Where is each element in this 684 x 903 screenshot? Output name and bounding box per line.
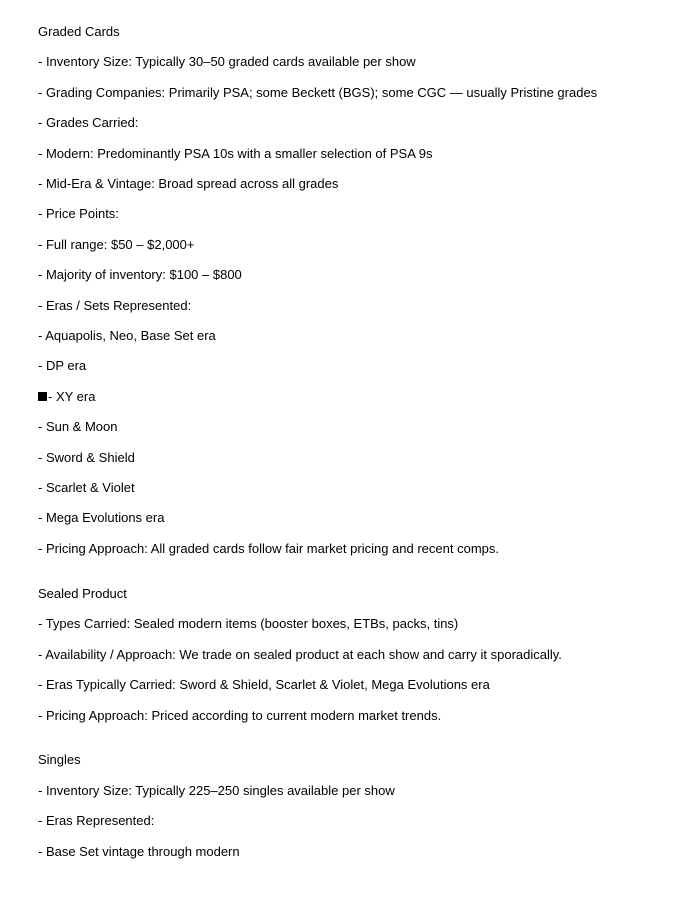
list-item: - Grading Companies: Primarily PSA; some Beckett (BGS); some CGC — usually Pristine grades xyxy=(38,85,598,100)
list-item: - Grades Carried: xyxy=(38,115,139,130)
list-item: - Eras Typically Carried: Sword & Shield, Scarlet & Violet, Mega Evolutions era xyxy=(38,677,490,692)
list-item-text: - XY era xyxy=(48,389,96,404)
list-item: - Mid-Era & Vintage: Broad spread across all grades xyxy=(38,176,339,191)
list-item xyxy=(38,389,95,405)
list-item: - Availability / Approach: We trade on sealed product at each show and carry it sporadically. xyxy=(38,647,562,662)
list-item: - Price Points: xyxy=(38,206,119,221)
list-item: - Sun & Moon xyxy=(38,419,118,434)
list-item: - DP era xyxy=(38,358,87,373)
list-item: - Inventory Size: Typically 30–50 graded cards available per show xyxy=(38,54,416,69)
list-item: - Pricing Approach: All graded cards follow fair market pricing and recent comps. xyxy=(38,541,499,556)
list-item: - Eras / Sets Represented: xyxy=(38,298,192,313)
list-item: - Types Carried: Sealed modern items (booster boxes, ETBs, packs, tins) xyxy=(38,616,459,631)
list-item: - Modern: Predominantly PSA 10s with a smaller selection of PSA 9s xyxy=(38,146,433,161)
section-heading-singles: Singles xyxy=(38,752,81,767)
list-item: - Sword & Shield xyxy=(38,450,135,465)
list-item: - Base Set vintage through modern xyxy=(38,844,240,859)
section-heading-graded-cards: Graded Cards xyxy=(38,24,120,39)
list-item: - Scarlet & Violet xyxy=(38,480,135,495)
list-item: - Aquapolis, Neo, Base Set era xyxy=(38,328,216,343)
list-item: - Inventory Size: Typically 225–250 singles available per show xyxy=(38,783,395,798)
list-item: - Pricing Approach: Priced according to current modern market trends. xyxy=(38,708,442,723)
list-item: - Eras Represented: xyxy=(38,813,155,828)
list-item: - Full range: $50 – $2,000+ xyxy=(38,237,195,252)
black-square-icon xyxy=(38,392,47,401)
list-item: - Majority of inventory: $100 – $800 xyxy=(38,267,242,282)
section-heading-sealed-product: Sealed Product xyxy=(38,586,127,601)
list-item: - Mega Evolutions era xyxy=(38,510,165,525)
